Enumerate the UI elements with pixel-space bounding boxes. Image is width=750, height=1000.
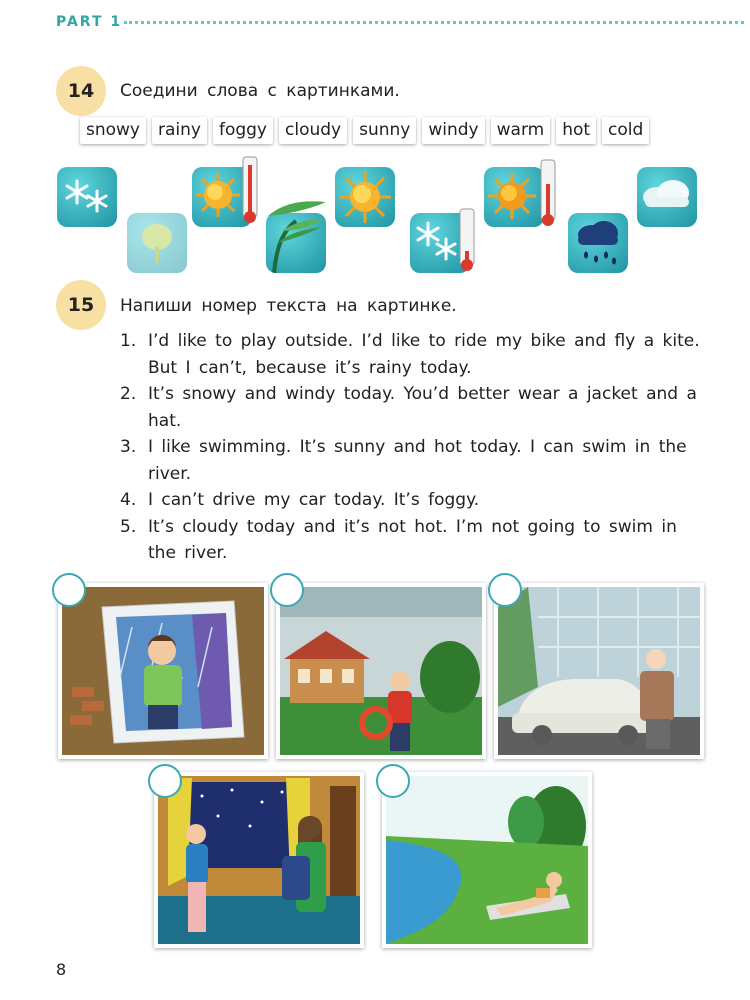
word-card[interactable]: foggy <box>213 117 273 144</box>
exercise-15-badge: 15 <box>56 280 106 330</box>
item-number: 4. <box>120 490 137 510</box>
wind-tree-icon[interactable] <box>266 213 326 273</box>
answer-circle-2[interactable] <box>270 573 304 607</box>
dotted-rule <box>124 21 744 24</box>
part-header <box>56 14 122 30</box>
snowflakes-icon[interactable] <box>57 167 117 227</box>
boy-with-lifebuoy-by-house <box>276 583 486 759</box>
word-card[interactable]: rainy <box>152 117 207 144</box>
item-text: I like swimming. It’s sunny and hot today. I can swim in the river. <box>148 437 687 484</box>
page-number: 8 <box>56 960 67 979</box>
man-with-car-in-fog <box>494 583 704 759</box>
boy-at-rainy-window <box>58 583 268 759</box>
item-text: I can’t drive my car today. It’s foggy. <box>148 490 480 510</box>
list-item <box>120 381 710 434</box>
cloud-icon[interactable] <box>637 167 697 227</box>
exercise-14-badge: 14 <box>56 66 106 116</box>
item-number: 2. <box>120 384 137 404</box>
word-card[interactable]: windy <box>422 117 484 144</box>
word-card[interactable]: cold <box>602 117 649 144</box>
answer-circle-3[interactable] <box>488 573 522 607</box>
list-item <box>120 514 710 567</box>
word-card[interactable]: snowy <box>80 117 146 144</box>
wind-leaves-icon <box>264 196 330 220</box>
list-item <box>120 487 710 514</box>
thermometer-warm-icon <box>538 158 558 230</box>
answer-circle-5[interactable] <box>376 764 410 798</box>
item-text: It’s cloudy today and it’s not hot. I’m not going to swim in the river. <box>148 516 677 563</box>
list-item <box>120 434 710 487</box>
sun-icon[interactable] <box>335 167 395 227</box>
word-card[interactable]: hot <box>556 117 596 144</box>
answer-circle-4[interactable] <box>148 764 182 798</box>
item-number: 3. <box>120 437 137 457</box>
item-text: It’s snowy and windy today. You’d better wear a jacket and a hat. <box>148 384 697 431</box>
exercise-14-instruction: Соедини слова с картинками. <box>120 81 400 101</box>
text-list <box>120 328 710 567</box>
word-card[interactable]: sunny <box>353 117 416 144</box>
rain-cloud-icon[interactable] <box>568 213 628 273</box>
item-number: 1. <box>120 331 137 351</box>
item-text: I’d like to play outside. I’d like to ride my bike and fly a kite. But I can’t, because it’s rainy today. <box>148 331 700 378</box>
item-number: 5. <box>120 516 137 537</box>
fog-tree-icon[interactable] <box>127 213 187 273</box>
part-label: PART 1 <box>56 14 123 30</box>
exercise-15-instruction: Напиши номер текста на картинке. <box>120 296 457 316</box>
list-item <box>120 328 710 381</box>
answer-circle-1[interactable] <box>52 573 86 607</box>
word-card[interactable]: warm <box>491 117 551 144</box>
sun-warm-icon[interactable] <box>484 167 544 227</box>
thermometer-hot-icon <box>240 155 260 227</box>
word-bank <box>80 117 649 144</box>
word-card[interactable]: cloudy <box>279 117 347 144</box>
girls-dressing-warm <box>154 772 364 948</box>
woman-sunbathing-by-river <box>382 772 592 948</box>
thermometer-cold-icon <box>457 207 477 275</box>
